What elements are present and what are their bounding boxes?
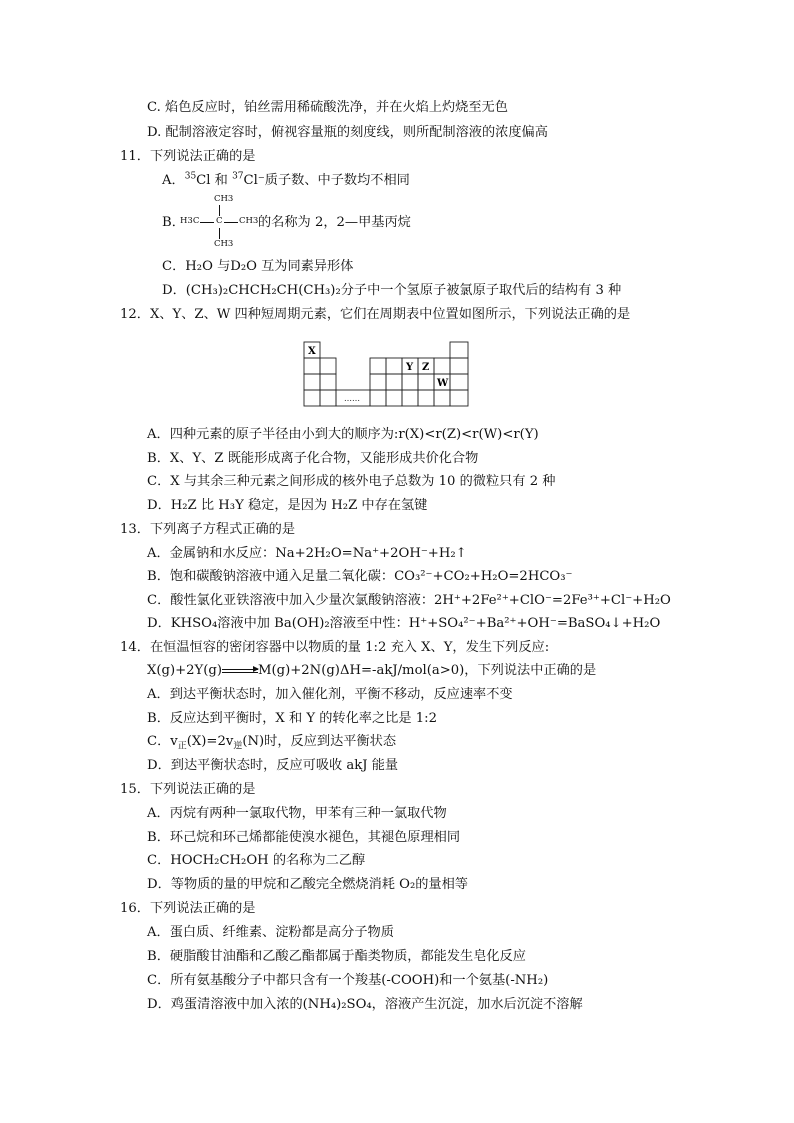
q15-option-d: D．等物质的量的甲烷和乙酸完全燃烧消耗 O₂的量相等 bbox=[147, 877, 468, 892]
cell-dots: …… bbox=[344, 394, 360, 403]
q11-a-prefix: A． bbox=[162, 173, 185, 188]
q14-option-c bbox=[147, 733, 396, 751]
cell-y: Y bbox=[406, 362, 414, 373]
q14-option-d: D．到达平衡状态时，反应可吸收 akJ 能量 bbox=[147, 758, 399, 773]
neopentane-structure bbox=[180, 194, 260, 252]
struct-ch3-top: CH3 bbox=[214, 194, 234, 204]
q14-eq-right: M(g)+2N(g)ΔH=-akJ/mol(a>0)，下列说法中正确的是 bbox=[258, 663, 597, 678]
q13-option-d: D．KHSO₄溶液中加 Ba(OH)₂溶液至中性：H⁺+SO₄²⁻+Ba²⁺+OH⁻=BaSO₄↓+H₂O bbox=[147, 616, 661, 631]
struct-bond-bottom bbox=[219, 228, 220, 239]
q14-c-sub2: 逆 bbox=[233, 741, 243, 752]
q12-option-c: C．X 与其余三种元素之间形成的核外电子总数为 10 的微粒只有 2 种 bbox=[147, 474, 556, 489]
q13-option-a: A．金属钠和水反应：Na+2H₂O=Na⁺+2OH⁻+H₂↑ bbox=[147, 546, 467, 561]
q11-a-mass2: 37 bbox=[232, 171, 244, 182]
cell-z: Z bbox=[422, 362, 430, 373]
q15-stem: 15．下列说法正确的是 bbox=[120, 782, 256, 797]
struct-center-c: C bbox=[216, 216, 223, 226]
q12-option-d: D．H₂Z 比 H₃Y 稳定，是因为 H₂Z 中存在氢键 bbox=[147, 498, 428, 513]
q12-option-b: B．X、Y、Z 既能形成离子化合物，又能形成共价化合物 bbox=[147, 451, 479, 466]
q14-c-mid: (X)=2v bbox=[186, 734, 234, 749]
q14-stem: 14．在恒温恒容的密闭容器中以物质的量 1:2 充入 X、Y，发生下列反应: bbox=[120, 640, 550, 655]
struct-h3c: H3C bbox=[180, 216, 200, 226]
q11-option-b-text: 的名称为 2，2—甲基丙烷 bbox=[258, 215, 411, 230]
q13-option-c: C．酸性氯化亚铁溶液中加入少量次氯酸钠溶液：2H⁺+2Fe²⁺+ClO⁻=2Fe³⁺+Cl⁻+H₂O bbox=[147, 593, 671, 608]
q11-a-cl1: Cl 和 bbox=[196, 173, 233, 188]
q16-option-c: C．所有氨基酸分子中都只含有一个羧基(-COOH)和一个氨基(-NH₂) bbox=[147, 973, 549, 988]
periodic-table-svg bbox=[303, 340, 471, 408]
q10-option-d: D. 配制溶液定容时，俯视容量瓶的刻度线，则所配制溶液的浓度偏高 bbox=[147, 125, 548, 140]
q11-option-c: C．H₂O 与D₂O 互为同素异形体 bbox=[162, 259, 354, 274]
q12-stem: 12．X、Y、Z、W 四种短周期元素，它们在周期表中位置如图所示，下列说法正确的是 bbox=[120, 307, 631, 322]
q16-option-b: B．硬脂酸甘油酯和乙酸乙酯都属于酯类物质，都能发生皂化反应 bbox=[147, 949, 526, 964]
q10-option-c: C. 焰色反应时，铂丝需用稀硫酸洗净，并在火焰上灼烧至无色 bbox=[147, 100, 508, 115]
cell-w: W bbox=[437, 378, 449, 389]
q11-option-a bbox=[162, 172, 410, 190]
q14-equation bbox=[147, 662, 596, 680]
cell-x: X bbox=[308, 346, 316, 357]
q14-c-post: (N)时，反应到达平衡状态 bbox=[242, 734, 397, 749]
q15-option-c: C．HOCH₂CH₂OH 的名称为二乙醇 bbox=[147, 853, 366, 868]
q11-option-b-prefix: B． bbox=[162, 215, 185, 230]
q16-stem: 16．下列说法正确的是 bbox=[120, 901, 256, 916]
struct-ch3-bottom: CH3 bbox=[214, 239, 234, 249]
q15-option-b: B．环己烷和环己烯都能使溴水褪色，其褪色原理相同 bbox=[147, 830, 461, 845]
struct-bond-left bbox=[200, 222, 214, 223]
q16-option-d: D．鸡蛋清溶液中加入浓的(NH₄)₂SO₄，溶液产生沉淀，加水后沉淀不溶解 bbox=[147, 997, 583, 1012]
q14-eq-left: X(g)+2Y(g) bbox=[147, 663, 222, 678]
q11-a-rest: Cl⁻质子数、中子数均不相同 bbox=[243, 173, 410, 188]
q13-option-b: B．饱和碳酸钠溶液中通入足量二氧化碳：CO₃²⁻+CO₂+H₂O=2HCO₃⁻ bbox=[147, 569, 573, 584]
periodic-table-figure bbox=[303, 340, 471, 408]
q14-option-a: A．到达平衡状态时，加入催化剂，平衡不移动，反应速率不变 bbox=[147, 687, 513, 702]
q12-option-a: A．四种元素的原子半径由小到大的顺序为:r(X)<r(Z)<r(W)<r(Y) bbox=[147, 427, 539, 442]
q16-option-a: A．蛋白质、纤维素、淀粉都是高分子物质 bbox=[147, 925, 394, 940]
equilibrium-arrow-icon bbox=[222, 666, 258, 676]
q13-stem: 13．下列离子方程式正确的是 bbox=[120, 522, 296, 537]
q15-option-a: A．丙烷有两种一氯取代物，甲苯有三种一氯取代物 bbox=[147, 806, 447, 821]
struct-bond-top bbox=[219, 205, 220, 216]
struct-ch3-right: CH3 bbox=[239, 216, 259, 226]
q14-c-pre: C．v bbox=[147, 734, 178, 749]
q14-option-b: B．反应达到平衡时，X 和 Y 的转化率之比是 1:2 bbox=[147, 711, 437, 726]
q14-c-sub1: 正 bbox=[177, 741, 187, 752]
q11-option-d: D．(CH₃)₂CHCH₂CH(CH₃)₂分子中一个氢原子被氯原子取代后的结构有 3 种 bbox=[162, 283, 622, 298]
q11-stem: 11．下列说法正确的是 bbox=[120, 149, 256, 164]
struct-bond-right bbox=[224, 222, 238, 223]
q11-a-mass1: 35 bbox=[184, 171, 197, 182]
